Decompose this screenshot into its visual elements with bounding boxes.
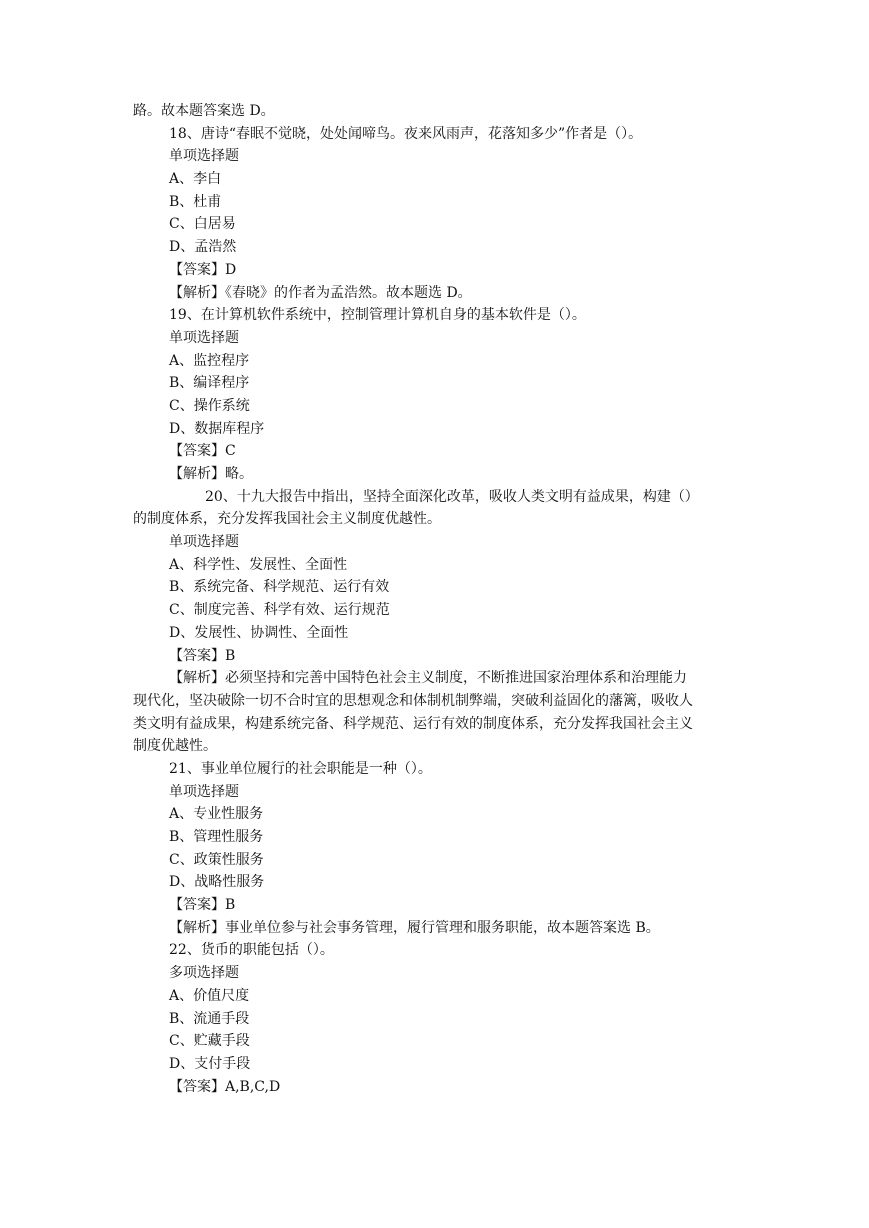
explanation-line: 【解析】必须坚持和完善中国特色社会主义制度，不断推进国家治理体系和治理能力: [169, 670, 687, 687]
answer-line: 【答案】B: [169, 897, 236, 914]
option-d: D、发展性、协调性、全面性: [169, 624, 349, 641]
question-text: 22、货币的职能包括（）。: [169, 942, 334, 959]
answer-line: 【答案】B: [169, 647, 236, 664]
text-line: 的制度体系，充分发挥我国社会主义制度优越性。: [133, 511, 441, 528]
question-type-label: 多项选择题: [169, 965, 239, 982]
option-b: B、管理性服务: [169, 829, 264, 845]
explanation-line: 【解析】事业单位参与社会事务管理，履行管理和服务职能，故本题答案选 B。: [169, 919, 660, 936]
question-text: 21、事业单位履行的社会职能是一种（）。: [169, 760, 432, 777]
question-type-label: 单项选择题: [169, 783, 239, 800]
question-text: 19、在计算机软件系统中，控制管理计算机自身的基本软件是（）。: [169, 307, 586, 324]
question-text: 18、唐诗“春眠不觉晓，处处闻啼鸟。夜来风雨声，花落知多少”作者是（）。: [169, 125, 643, 142]
option-a: A、专业性服务: [169, 806, 264, 823]
answer-line: 【答案】C: [169, 443, 236, 460]
option-b: B、流通手段: [169, 1010, 250, 1027]
option-c: C、贮藏手段: [169, 1033, 250, 1050]
option-c: C、政策性服务: [169, 851, 264, 868]
question-text: 20、十九大报告中指出，坚持全面深化改革，吸收人类文明有益成果，构建（）: [205, 488, 699, 505]
document-body: [0, 100, 869, 1098]
option-d: D、数据库程序: [169, 420, 265, 437]
option-a: A、李白: [169, 171, 222, 188]
option-b: B、系统完备、科学规范、运行有效: [169, 579, 390, 596]
explanation-line: 【解析】《春晓》的作者为孟浩然。故本题选 D。: [169, 284, 472, 301]
text-line: 路。故本题答案选 D。: [133, 103, 275, 119]
answer-line: 【答案】A,B,C,D: [169, 1078, 281, 1095]
option-d: D、战略性服务: [169, 874, 265, 891]
question-type-label: 单项选择题: [169, 148, 239, 165]
option-b: B、编译程序: [169, 375, 250, 392]
option-d: D、孟浩然: [169, 239, 237, 256]
option-c: C、制度完善、科学有效、运行规范: [169, 602, 390, 619]
option-c: C、白居易: [169, 216, 236, 233]
option-a: A、科学性、发展性、全面性: [169, 556, 348, 573]
text-line: 类文明有益成果，构建系统完备、科学规范、运行有效的制度体系，充分发挥我国社会主义: [133, 715, 693, 732]
text-line: 制度优越性。: [133, 738, 217, 755]
option-a: A、监控程序: [169, 352, 250, 369]
option-c: C、操作系统: [169, 397, 250, 414]
question-type-label: 单项选择题: [169, 534, 239, 551]
question-type-label: 单项选择题: [169, 329, 239, 346]
explanation-line: 【解析】略。: [169, 466, 253, 482]
text-line: 现代化，坚决破除一切不合时宜的思想观念和体制机制弊端，突破利益固化的藩篱，吸收人: [133, 692, 693, 709]
option-d: D、支付手段: [169, 1055, 251, 1072]
option-b: B、杜甫: [169, 193, 222, 210]
option-a: A、价值尺度: [169, 987, 250, 1004]
answer-line: 【答案】D: [169, 261, 237, 278]
